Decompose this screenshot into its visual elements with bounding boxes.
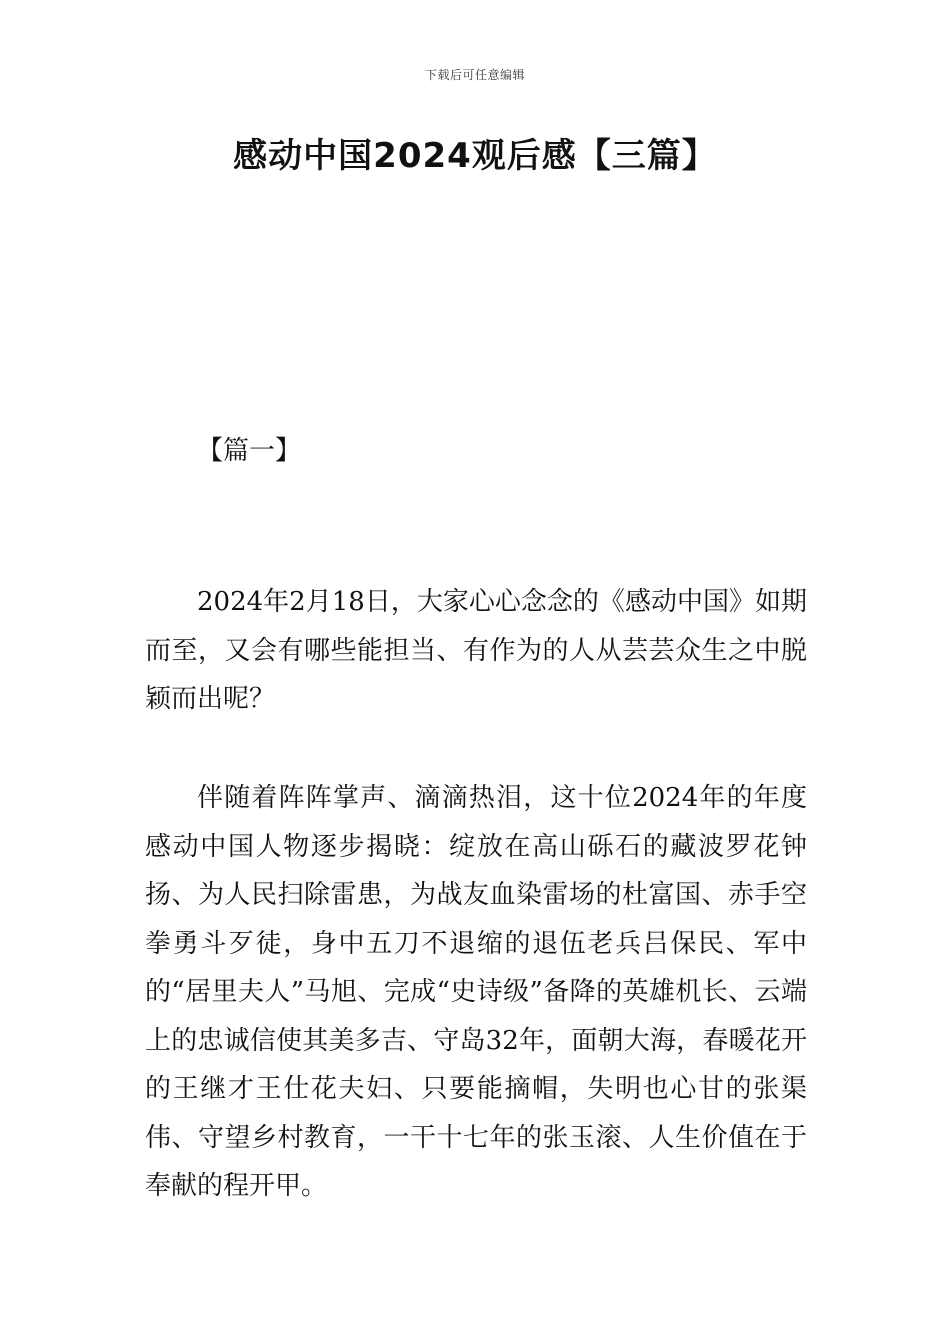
section-heading: 【篇一】 xyxy=(197,436,302,466)
download-note: 下载后可任意编辑 xyxy=(424,68,525,82)
paragraph-2: 伴随着阵阵掌声、滴滴热泪，这十位2024年的年度感动中国人物逐步揭晓：绽放在高山砾石的藏波罗花钟扬、为人民扫除雷患，为战友血染雷场的杜富国、赤手空拳勇斗歹徒，身中五刀不退缩的退伍老兵吕保民、军中的“居里夫人”马旭、完成“史诗级”备降的英雄机长、云端上的忠诚信使其美多吉、守岛32年，面朝大海，春暖花开的王继才王仕花夫妇、只要能摘帽，失明也心甘的张渠伟、守望乡村教育，一干十七年的张玉滚、人生价值在于奉献的程开甲。 xyxy=(145,783,807,1201)
document-title: 感动中国2024观后感【三篇】 xyxy=(233,136,717,176)
paragraph-1: 2024年2月18日，大家心心念念的《感动中国》如期而至，又会有哪些能担当、有作为的人从芸芸众生之中脱颖而出呢？ xyxy=(145,587,807,714)
